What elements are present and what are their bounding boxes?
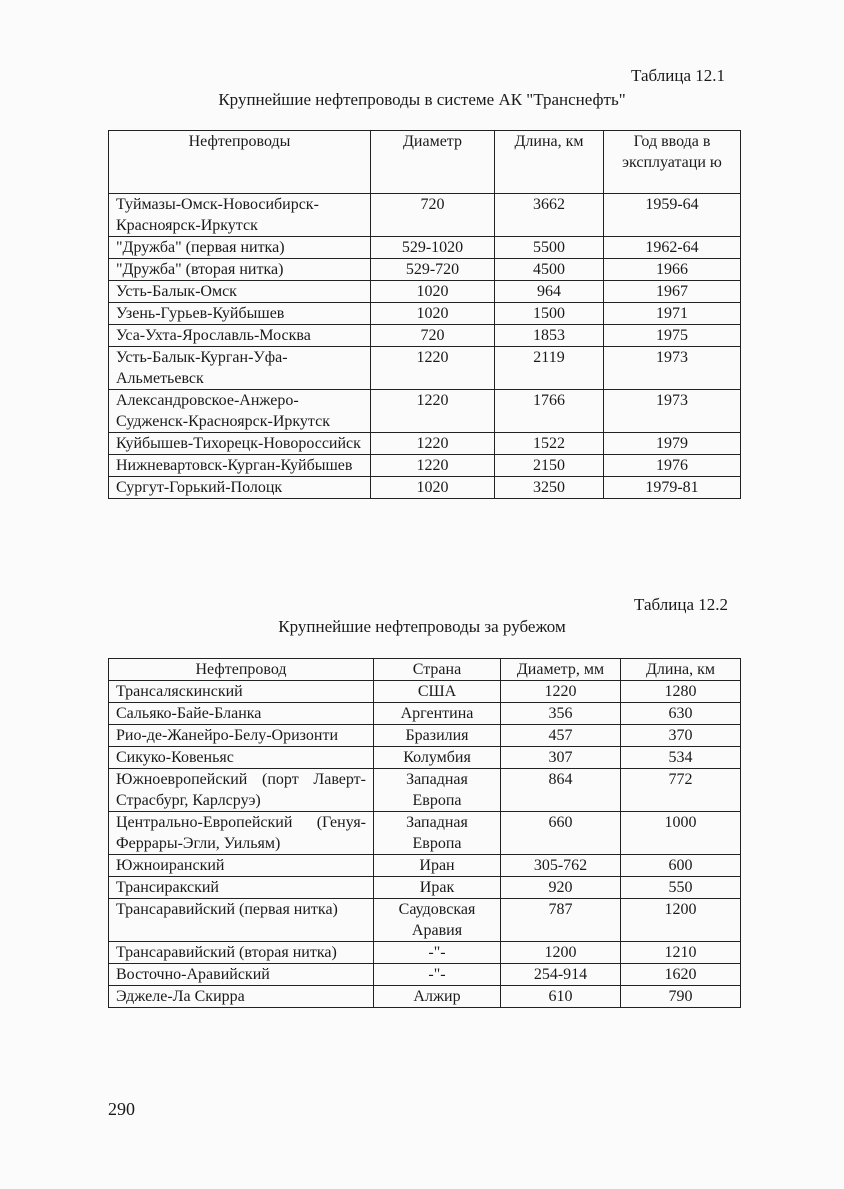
table-cell: Эджеле-Ла Скирра [109,986,374,1008]
table-cell: 1971 [604,303,741,325]
table-cell: Узень-Гурьев-Куйбышев [109,303,371,325]
table-cell: 630 [621,703,741,725]
table-cell: Трансаравийский (вторая нитка) [109,942,374,964]
table-cell: 1975 [604,325,741,347]
table-cell: 2150 [495,455,604,477]
table-row [109,942,741,964]
table-row [109,747,741,769]
table-header-row [109,659,741,681]
table-cell: 920 [501,877,621,899]
table2-label: Таблица 12.2 [634,595,728,614]
table-cell: Александровское-Анжеро-Судженск-Красноярск-Иркутск [109,390,371,433]
table-cell: 1522 [495,433,604,455]
table-cell: "Дружба" (первая нитка) [109,237,371,259]
table-row [109,855,741,877]
table-cell: 4500 [495,259,604,281]
table-row [109,281,741,303]
table-cell: 1979-81 [604,477,741,499]
table-cell: 1000 [621,812,741,855]
table-cell: 790 [621,986,741,1008]
table-cell: Ирак [374,877,501,899]
table-cell: 3662 [495,194,604,237]
table-cell: Куйбышев-Тихорецк-Новороссийск [109,433,371,455]
table-cell: Сикуко-Ковеньяс [109,747,374,769]
table-cell: 254-914 [501,964,621,986]
table-row [109,877,741,899]
column-header: Диаметр, мм [501,659,621,681]
table-cell: 1973 [604,390,741,433]
table-cell: Западная Европа [374,812,501,855]
table-row [109,347,741,390]
table-cell: 772 [621,769,741,812]
table-cell: Трансаляскинский [109,681,374,703]
table-cell: 307 [501,747,621,769]
table-header-row [109,131,741,194]
table-cell: 457 [501,725,621,747]
table-cell: Сургут-Горький-Полоцк [109,477,371,499]
table-cell: 529-720 [371,259,495,281]
column-header: Год ввода в эксплуатаци ю [604,131,741,194]
table-cell: 720 [371,194,495,237]
table-cell: США [374,681,501,703]
table-cell: 1959-64 [604,194,741,237]
table-row [109,986,741,1008]
table-row [109,433,741,455]
table-cell: Бразилия [374,725,501,747]
column-header: Длина, км [621,659,741,681]
table-cell: 1280 [621,681,741,703]
table-cell: Усть-Балык-Курган-Уфа-Альметьевск [109,347,371,390]
table-row [109,812,741,855]
table-cell: 787 [501,899,621,942]
table-cell: 1500 [495,303,604,325]
column-header: Диаметр [371,131,495,194]
table-cell: Аргентина [374,703,501,725]
table-cell: 356 [501,703,621,725]
table-cell: Западная Европа [374,769,501,812]
table-cell: 1020 [371,477,495,499]
table-cell: 1220 [371,347,495,390]
table-cell: 550 [621,877,741,899]
table-cell: 2119 [495,347,604,390]
table-cell: 610 [501,986,621,1008]
table-cell: 1973 [604,347,741,390]
table-cell: Трансиракский [109,877,374,899]
table-cell: "Дружба" (вторая нитка) [109,259,371,281]
table-cell: 1220 [501,681,621,703]
table-cell: Рио-де-Жанейро-Белу-Оризонти [109,725,374,747]
table-cell: 1962-64 [604,237,741,259]
table-cell: 1966 [604,259,741,281]
table-cell: Южноиранский [109,855,374,877]
table-cell: Саудовская Аравия [374,899,501,942]
table-row [109,325,741,347]
table-cell: -"- [374,964,501,986]
table-cell: Колумбия [374,747,501,769]
table2-title: Крупнейшие нефтепроводы за рубежом [278,617,566,636]
table-cell: 1220 [371,390,495,433]
table-cell: 1976 [604,455,741,477]
table-row [109,477,741,499]
table-cell: 660 [501,812,621,855]
table-cell: 5500 [495,237,604,259]
table-row [109,769,741,812]
table-cell: 964 [495,281,604,303]
table-cell: Алжир [374,986,501,1008]
table-cell: Трансаравийский (первая нитка) [109,899,374,942]
table-cell: 305-762 [501,855,621,877]
table-cell: Туймазы-Омск-Новосибирск-Красноярск-Иркутск [109,194,371,237]
table-cell: 720 [371,325,495,347]
table1-label: Таблица 12.1 [631,66,725,85]
column-header: Нефтепровод [109,659,374,681]
table-row [109,237,741,259]
table-row [109,899,741,942]
table-cell: Восточно-Аравийский [109,964,374,986]
table-cell: 529-1020 [371,237,495,259]
table1 [108,130,741,499]
table-cell: 1967 [604,281,741,303]
table-row [109,259,741,281]
table-cell: 1210 [621,942,741,964]
table-row [109,725,741,747]
table1-title: Крупнейшие нефтепроводы в системе АК "Транснефть" [218,90,626,109]
table-cell: Центрально-Европейский (Генуя-Феррары-Эгли, Уильям) [109,812,374,855]
table-row [109,455,741,477]
page-number: 290 [108,1099,135,1119]
table-cell: 1220 [371,433,495,455]
table-cell: Усть-Балык-Омск [109,281,371,303]
table-cell: 1220 [371,455,495,477]
table-cell: 370 [621,725,741,747]
table-cell: 1200 [501,942,621,964]
table-cell: 1979 [604,433,741,455]
column-header: Длина, км [495,131,604,194]
table-cell: 864 [501,769,621,812]
table-cell: 1200 [621,899,741,942]
table-cell: Уса-Ухта-Ярославль-Москва [109,325,371,347]
table-cell: 1766 [495,390,604,433]
table2 [108,658,741,1008]
table-cell: 3250 [495,477,604,499]
table-row [109,681,741,703]
table-cell: 600 [621,855,741,877]
table-cell: 534 [621,747,741,769]
table-row [109,964,741,986]
table-cell: Сальяко-Байе-Бланка [109,703,374,725]
table-cell: 1020 [371,303,495,325]
table-cell: -"- [374,942,501,964]
table-row [109,703,741,725]
table-cell: Иран [374,855,501,877]
column-header: Страна [374,659,501,681]
table-cell: Нижневартовск-Курган-Куйбышев [109,455,371,477]
table-row [109,390,741,433]
table-cell: 1620 [621,964,741,986]
table-cell: 1853 [495,325,604,347]
column-header: Нефтепроводы [109,131,371,194]
table-row [109,303,741,325]
table-cell: Южноевропейский (порт Лаверт-Страсбург, Карлсруэ) [109,769,374,812]
table-cell: 1020 [371,281,495,303]
table-row [109,194,741,237]
